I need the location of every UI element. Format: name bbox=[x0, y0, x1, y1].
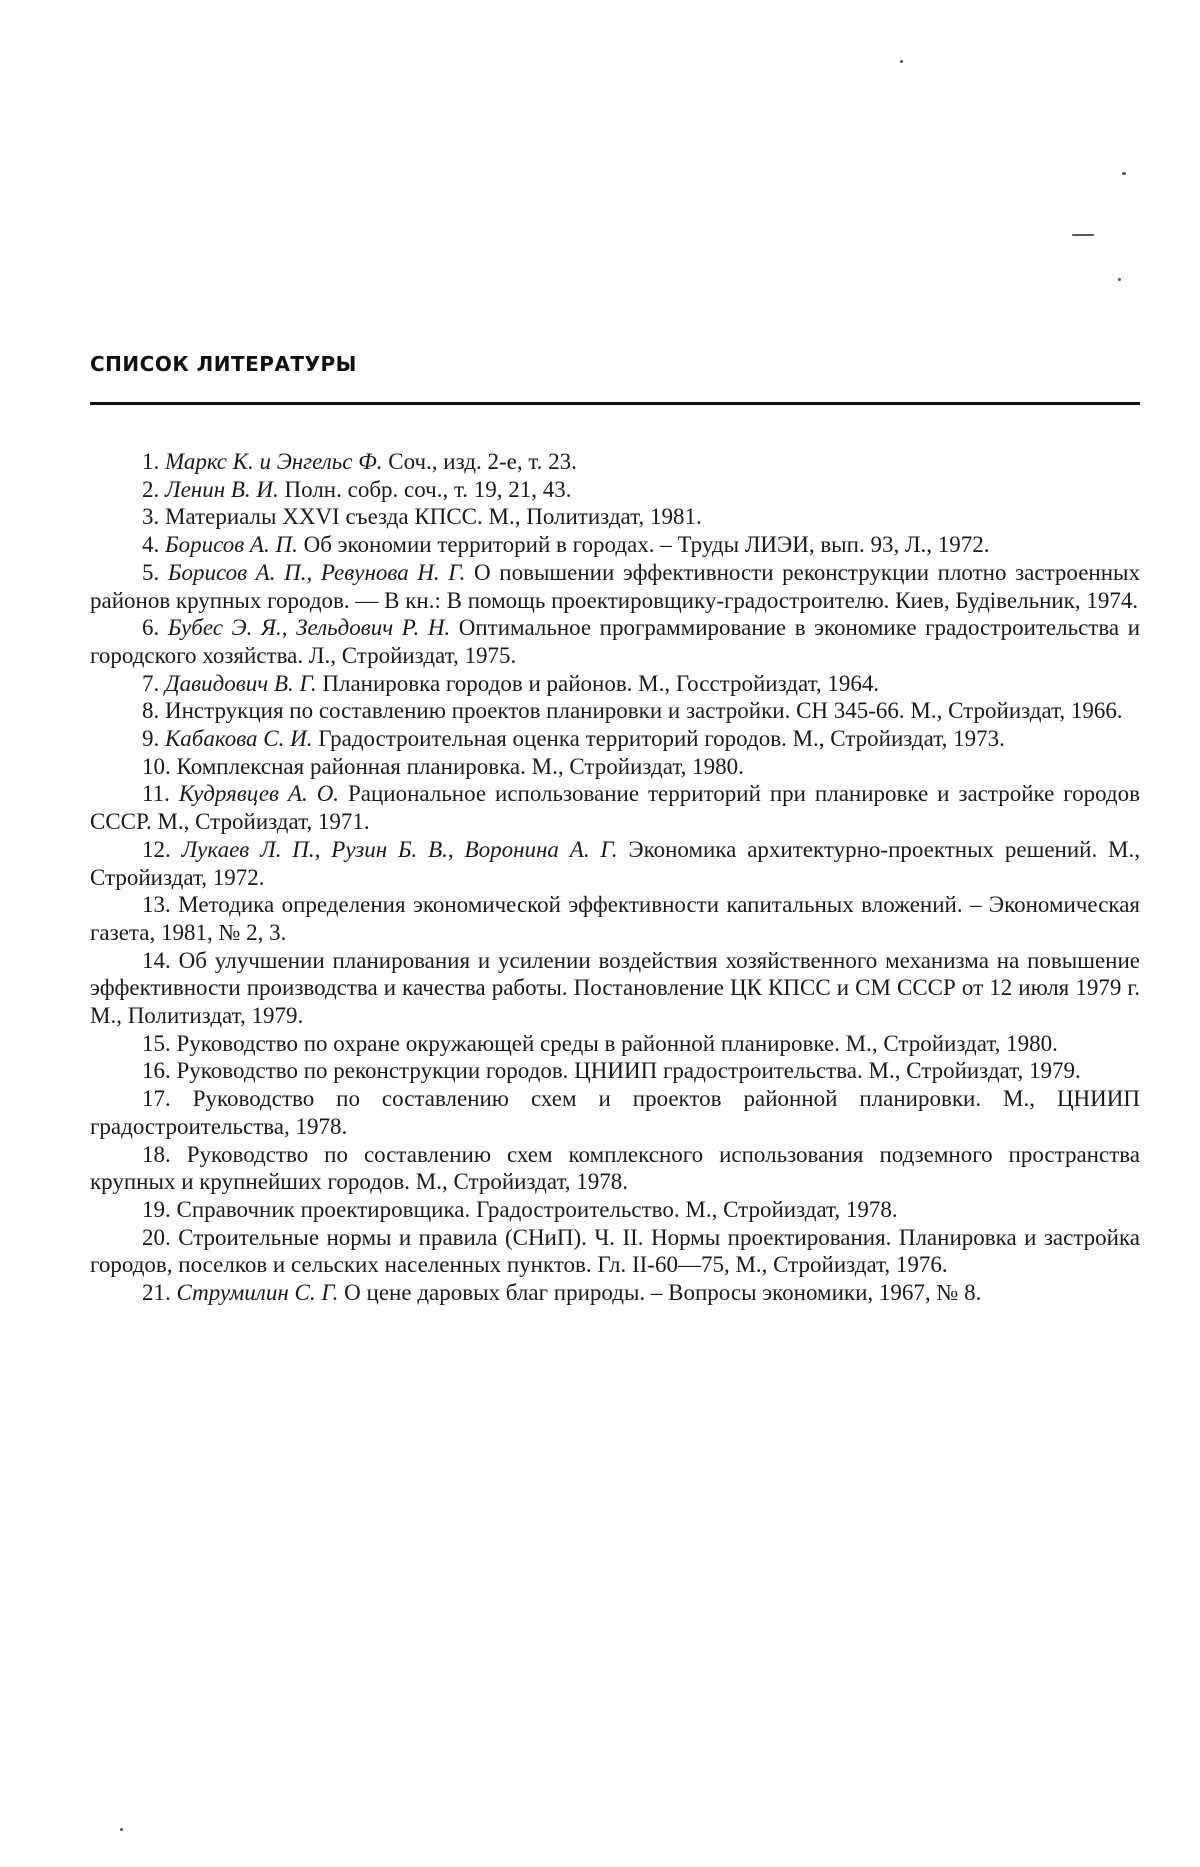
reference-text: Планировка городов и районов. М., Госстройиздат, 1964. bbox=[322, 670, 880, 696]
print-speck bbox=[1122, 172, 1126, 175]
reference-text: Материалы XXVI съезда КПСС. М., Политиздат, 1981. bbox=[165, 504, 702, 530]
reference-author: Маркс К. и Энгельс Ф. bbox=[165, 449, 383, 474]
reference-item bbox=[90, 1279, 1140, 1307]
reference-number: 6. bbox=[142, 615, 160, 641]
reference-list bbox=[90, 448, 1140, 1307]
reference-text: О цене даровых благ природы. – Вопросы экономики, 1967, № 8. bbox=[344, 1280, 982, 1306]
reference-author: Лукаев Л. П., Рузин Б. В., Воронина А. Г. bbox=[181, 836, 618, 862]
reference-number: 17. bbox=[142, 1086, 171, 1112]
reference-number: 19. bbox=[142, 1196, 171, 1222]
reference-text: Руководство по реконструкции городов. ЦНИИП градостроительства. М., Стройиздат, 1979. bbox=[176, 1058, 1081, 1084]
reference-number: 3. bbox=[142, 504, 160, 530]
reference-item bbox=[90, 503, 1140, 531]
reference-number: 2. bbox=[142, 476, 160, 502]
reference-number: 8. bbox=[142, 698, 160, 724]
print-speck bbox=[1072, 234, 1094, 236]
reference-text: О повышении эффективности реконструкции плотно застроенных районов крупных городов. — В кн.: В помощь проектировщику-градостроителю. Киев, Будівельник, 1974. bbox=[90, 559, 1140, 613]
heading-divider bbox=[90, 402, 1140, 405]
reference-author: Кабакова С. И. bbox=[165, 726, 313, 752]
reference-text: Комплексная районная планировка. М., Стройиздат, 1980. bbox=[176, 753, 744, 779]
reference-item bbox=[90, 1141, 1140, 1196]
reference-number: 14. bbox=[142, 947, 171, 973]
reference-item bbox=[90, 780, 1140, 835]
reference-text: Об улучшении планирования и усилении воздействия хозяйственного механизма на повышение эффективности производства и качества работы. Постановление ЦК КПСС и СМ СССР от 12 июля 1979 г. М., Политиздат, 1979. bbox=[90, 947, 1140, 1029]
reference-text: Руководство по составлению схем комплексного использования подземного пространства крупных и крупнейших городов. М., Стройиздат, 1978. bbox=[90, 1141, 1141, 1195]
reference-item bbox=[90, 753, 1140, 781]
reference-author: Давидович В. Г. bbox=[165, 670, 317, 696]
reference-number: 11. bbox=[142, 781, 170, 807]
reference-text: Справочник проектировщика. Градостроительство. М., Стройиздат, 1978. bbox=[176, 1196, 898, 1222]
reference-number: 20. bbox=[142, 1224, 171, 1250]
reference-author: Борисов А. П., Ревунова Н. Г. bbox=[167, 559, 466, 585]
reference-text: Градостроительная оценка территорий городов. М., Стройиздат, 1973. bbox=[318, 726, 1005, 752]
reference-text: Экономика архитектурно-проектных решений. М., Стройиздат, 1972. bbox=[90, 836, 1141, 890]
reference-number: 13. bbox=[142, 892, 171, 918]
reference-item bbox=[90, 614, 1140, 669]
reference-item bbox=[90, 947, 1140, 1030]
print-speck bbox=[1118, 278, 1121, 281]
reference-text: Методика определения экономической эффективности капитальных вложений. – Экономическая газета, 1981, № 2, 3. bbox=[90, 892, 1141, 945]
reference-item bbox=[90, 531, 1140, 559]
reference-author: Струмилин С. Г. bbox=[176, 1280, 339, 1306]
reference-number: 1. bbox=[142, 449, 160, 474]
reference-item bbox=[90, 670, 1140, 698]
reference-item bbox=[90, 476, 1140, 504]
reference-number: 15. bbox=[142, 1030, 171, 1056]
reference-author: Бубес Э. Я., Зельдович Р. Н. bbox=[167, 615, 451, 641]
reference-item bbox=[90, 697, 1140, 725]
reference-item bbox=[90, 1057, 1140, 1085]
reference-text: Об экономии территорий в городах. – Труды ЛИЭИ, вып. 93, Л., 1972. bbox=[303, 532, 990, 558]
reference-item bbox=[90, 559, 1140, 614]
reference-number: 9. bbox=[142, 726, 160, 752]
reference-number: 10. bbox=[142, 753, 171, 779]
reference-number: 18. bbox=[142, 1141, 171, 1167]
reference-text: Рациональное использование территорий при планировке и застройке городов СССР. М., Стройиздат, 1971. bbox=[90, 781, 1140, 835]
reference-item bbox=[90, 725, 1140, 753]
reference-number: 7. bbox=[142, 670, 160, 696]
reference-text: Руководство по охране окружающей среды в районной планировке. М., Стройиздат, 1980. bbox=[176, 1030, 1058, 1056]
reference-item bbox=[90, 448, 1140, 476]
reference-text: Строительные нормы и правила (СНиП). Ч. II. Нормы проектирования. Планировка и застройка городов, поселков и сельских населенных пунктов. Гл. II-60—75, М., Стройиздат, 1976. bbox=[90, 1224, 1141, 1278]
reference-text: Соч., изд. 2-е, т. 23. bbox=[388, 449, 577, 474]
reference-text: Руководство по составлению схем и проектов районной планировки. М., ЦНИИП градостроительства, 1978. bbox=[90, 1086, 1140, 1139]
reference-item bbox=[90, 891, 1140, 946]
reference-item bbox=[90, 836, 1140, 891]
reference-author: Борисов А. П. bbox=[165, 532, 298, 558]
reference-item bbox=[90, 1085, 1140, 1140]
reference-number: 5. bbox=[142, 559, 160, 585]
print-speck bbox=[120, 1828, 123, 1831]
reference-item bbox=[90, 1224, 1140, 1279]
reference-item bbox=[90, 1030, 1140, 1058]
reference-item bbox=[90, 1196, 1140, 1224]
print-speck bbox=[900, 60, 903, 63]
reference-author: Кудрявцев А. О. bbox=[178, 781, 340, 807]
reference-text: Полн. собр. соч., т. 19, 21, 43. bbox=[284, 476, 572, 502]
reference-number: 21. bbox=[142, 1280, 171, 1306]
page-title: СПИСОК ЛИТЕРАТУРЫ bbox=[90, 352, 357, 376]
reference-author: Ленин В. И. bbox=[165, 476, 279, 502]
reference-number: 4. bbox=[142, 532, 160, 558]
reference-text: Инструкция по составлению проектов планировки и застройки. СН 345-66. М., Стройиздат, 1966. bbox=[165, 698, 1123, 724]
reference-number: 12. bbox=[142, 836, 171, 862]
reference-text: Оптимальное программирование в экономике градостроительства и городского хозяйства. Л., Стройиздат, 1975. bbox=[90, 615, 1140, 668]
reference-number: 16. bbox=[142, 1058, 171, 1084]
